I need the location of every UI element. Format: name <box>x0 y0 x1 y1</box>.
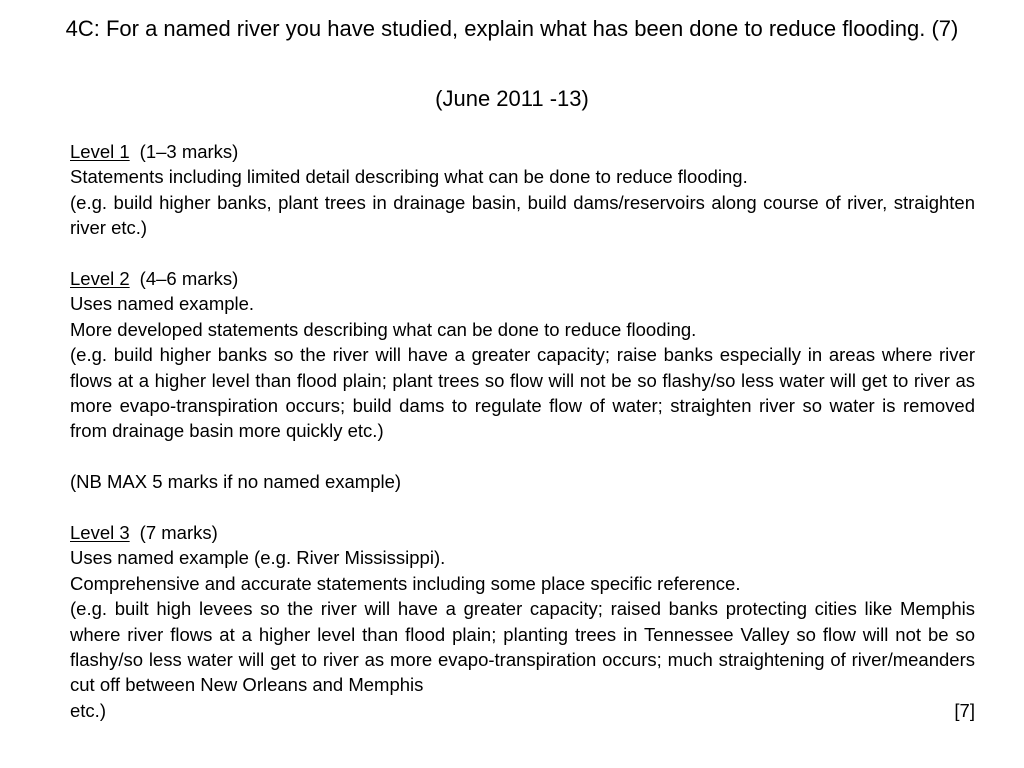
level-3-heading <box>70 520 975 545</box>
level-1-heading <box>70 139 975 164</box>
level-2-name: Level 2 <box>70 268 130 290</box>
level-3-example: (e.g. built high levees so the river will have a greater capacity; raised banks protecting cities like Memphis where river flows at a higher level than flood plain; planting trees in Tennessee Valley so flow will not be so flashy/so less water will get to river as more evapo-transpiration occurs; much straightening of river/meanders cut off between New Orleans and Memphis <box>70 598 975 696</box>
level-1-marks: (1–3 marks) <box>139 141 239 162</box>
level-2-marks: (4–6 marks) <box>139 268 239 290</box>
level-2-statement: More developed statements describing what can be done to reduce flooding. <box>70 318 697 340</box>
level-3-name: Level 3 <box>70 522 130 544</box>
level-3-block <box>70 520 975 723</box>
level-3-example-end: etc.) <box>70 699 106 721</box>
level-3-statement: Comprehensive and accurate statements including some place specific reference. <box>70 572 741 594</box>
level-1-block <box>70 139 975 241</box>
exam-reference: (June 2011 -13) <box>435 86 589 111</box>
level-3-marks: (7 marks) <box>139 522 218 544</box>
level-2-named-example: Uses named example. <box>70 293 255 315</box>
level-3-final-row <box>70 698 975 723</box>
level-3-named-example: Uses named example (e.g. River Mississippi). <box>70 547 446 569</box>
level-2-example: (e.g. build higher banks so the river will have a greater capacity; raise banks especially in areas where river flows at a higher level than flood plain; plant trees so flow will not be so flashy/so less water will get to river as more evapo-transpiration occurs; build dams to regulate flow of water; straighten river so water is removed from drainage basin more quickly etc.) <box>70 344 975 442</box>
level-1-statement: Statements including limited detail describing what can be done to reduce flooding. <box>70 166 748 188</box>
total-marks: [7] <box>954 699 975 721</box>
mark-scheme <box>70 139 975 723</box>
level-1-name: Level 1 <box>70 141 130 162</box>
level-2-heading <box>70 266 975 291</box>
max-marks-note: (NB MAX 5 marks if no named example) <box>70 471 402 493</box>
level-2-block <box>70 266 975 444</box>
question-title: 4C: For a named river you have studied, explain what has been done to reduce flooding. (7) <box>65 16 959 41</box>
level-1-example: (e.g. build higher banks, plant trees in drainage basin, build dams/reservoirs along course of river, straighten river etc.) <box>70 191 975 239</box>
